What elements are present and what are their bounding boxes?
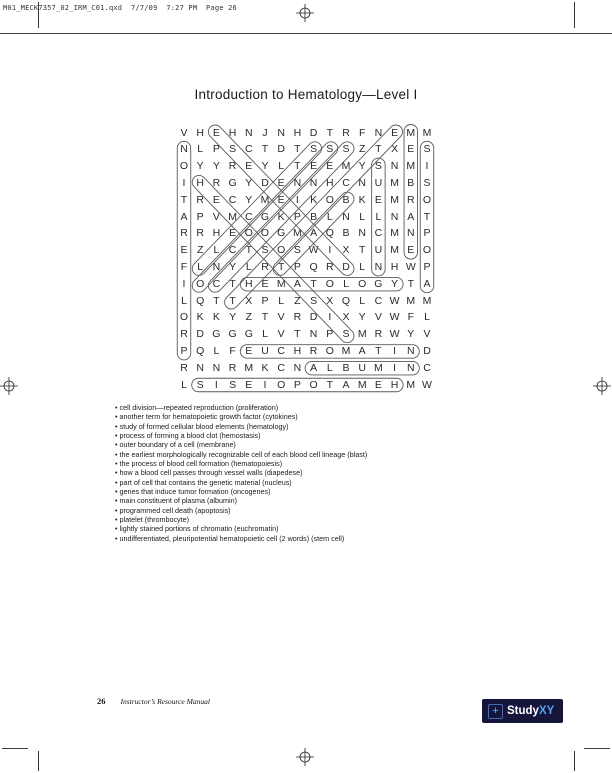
grid-letter: R — [180, 328, 188, 341]
grid-letter: T — [261, 311, 269, 324]
grid-letter: C — [245, 210, 253, 223]
grid-letter: L — [359, 210, 366, 223]
clue-item: • the process of blood cell formation (hematopoiesis) — [115, 459, 283, 469]
clue-item: • cell division—repeated reproduction (proliferation) — [115, 403, 279, 412]
grid-letter: L — [424, 311, 430, 324]
registration-mark-left — [0, 377, 18, 395]
grid-letter: G — [244, 328, 253, 341]
grid-letter: S — [229, 378, 237, 391]
grid-letter: X — [326, 294, 334, 307]
grid-letter: B — [342, 227, 350, 240]
grid-letter: G — [228, 176, 237, 189]
page-footer — [97, 691, 210, 709]
grid-letter: O — [422, 193, 432, 206]
grid-letter: Y — [358, 160, 366, 173]
grid-letter: M — [228, 210, 237, 223]
grid-letter: B — [342, 361, 350, 374]
grid-letter: H — [196, 126, 204, 139]
grid-letter: O — [277, 244, 286, 257]
file-slug: M01_MECK7357_02_IRM_C01.qxd 7/7/09 7:27 PM Page 26 — [3, 4, 237, 12]
grid-letter: H — [390, 260, 399, 273]
grid-letter: S — [229, 143, 237, 156]
grid-letter: N — [309, 176, 318, 189]
grid-letter: I — [393, 361, 397, 374]
clue-item: • how a blood cell passes through vessel walls (diapedese) — [115, 468, 303, 478]
grid-letter: U — [358, 361, 366, 374]
grid-letter: C — [228, 244, 237, 257]
grid-letter: X — [391, 143, 399, 156]
grid-letter: K — [261, 361, 269, 374]
logo-study-text: Study — [507, 705, 539, 717]
grid-letter: N — [212, 260, 221, 273]
grid-letter: E — [407, 244, 415, 257]
grid-letter: E — [277, 176, 285, 189]
grid-letter: M — [390, 227, 399, 240]
grid-letter: A — [180, 210, 188, 223]
grid-letter: O — [358, 277, 367, 290]
grid-letter: E — [261, 277, 269, 290]
grid-letter: A — [358, 344, 366, 357]
grid-letter: S — [342, 143, 350, 156]
grid-letter: R — [180, 361, 188, 374]
grid-letter: E — [212, 193, 220, 206]
grid-letter: H — [196, 176, 204, 189]
grid-letter: E — [391, 126, 399, 139]
grid-letter: G — [374, 277, 383, 290]
grid-letter: O — [179, 311, 189, 324]
grid-letter: L — [326, 210, 333, 223]
grid-letter: Y — [391, 277, 399, 290]
grid-letter: E — [212, 126, 220, 139]
grid-letter: E — [310, 160, 318, 173]
plus-icon: + — [488, 704, 503, 719]
grid-letter: C — [374, 294, 383, 307]
grid-letter: O — [325, 277, 334, 290]
grid-letter: P — [261, 294, 269, 307]
grid-letter: Y — [261, 160, 269, 173]
grid-letter: M — [406, 378, 416, 391]
grid-letter: I — [393, 344, 397, 357]
grid-letter: I — [295, 193, 299, 206]
grid-letter: I — [214, 378, 218, 391]
grid-letter: H — [390, 378, 399, 391]
grid-letter: E — [245, 378, 253, 391]
grid-letter: T — [326, 126, 333, 139]
grid-letter: Y — [358, 311, 366, 324]
grid-letter: O — [422, 244, 432, 257]
grid-letter: V — [277, 311, 285, 324]
grid-letter: T — [326, 378, 333, 391]
grid-letter: L — [326, 361, 333, 374]
grid-letter: M — [390, 193, 399, 206]
manual-title: Instructor’s Resource Manual — [120, 697, 210, 706]
grid-letter: K — [277, 210, 285, 223]
grid-letter: H — [245, 277, 253, 290]
grid-letter: D — [309, 126, 318, 139]
grid-letter: N — [212, 361, 221, 374]
grid-letter: A — [310, 361, 318, 374]
grid-letter: T — [294, 143, 301, 156]
grid-letter: O — [325, 344, 334, 357]
grid-letter: T — [358, 244, 366, 257]
grid-letter: P — [212, 143, 220, 156]
grid-letter: W — [389, 328, 400, 341]
grid-letter: W — [389, 294, 400, 307]
grid-letter: R — [228, 160, 237, 173]
grid-letter: N — [407, 227, 415, 240]
grid-letter: S — [342, 328, 350, 341]
grid-letter: M — [406, 126, 416, 139]
grid-letter: T — [261, 143, 269, 156]
grid-letter: L — [343, 277, 349, 290]
grid-letter: Z — [294, 294, 301, 307]
grid-letter: K — [212, 311, 220, 324]
grid-letter: B — [310, 210, 318, 223]
grid-letter: B — [342, 193, 350, 206]
grid-letter: W — [389, 311, 400, 324]
grid-letter: S — [374, 160, 382, 173]
grid-letter: Y — [229, 311, 237, 324]
grid-letter: C — [245, 143, 253, 156]
grid-letter: T — [310, 277, 317, 290]
grid-letter: O — [309, 378, 318, 391]
grid-letter: R — [180, 227, 188, 240]
grid-letter: C — [423, 361, 431, 374]
grid-letter: N — [390, 160, 399, 173]
grid-letter: L — [278, 294, 285, 307]
grid-letter: X — [342, 244, 350, 257]
grid-letter: L — [213, 344, 220, 357]
grid-letter: N — [293, 176, 302, 189]
grid-letter: B — [407, 176, 415, 189]
grid-letter: L — [181, 378, 187, 391]
studyxy-logo-text — [507, 705, 554, 717]
grid-letter: P — [293, 260, 301, 273]
grid-letter: Y — [407, 328, 415, 341]
grid-letter: R — [196, 193, 204, 206]
grid-letter: O — [277, 378, 286, 391]
grid-letter: E — [374, 378, 382, 391]
grid-letter: T — [229, 294, 236, 307]
grid-letter: G — [212, 328, 221, 341]
grid-letter: C — [212, 277, 221, 290]
grid-letter: M — [406, 160, 416, 173]
grid-letter: N — [358, 176, 366, 189]
grid-letter: Q — [341, 294, 351, 307]
grid-letter: T — [229, 277, 236, 290]
page-title: Introduction to Hematology—Level I — [194, 87, 418, 102]
grid-letter: T — [277, 260, 285, 273]
grid-letter: V — [180, 126, 188, 139]
grid-letter: C — [374, 227, 383, 240]
grid-letter: P — [326, 328, 334, 341]
grid-letter: N — [245, 126, 253, 139]
grid-letter: O — [196, 277, 205, 290]
clue-item: • the earliest morphologically recognizable cell of each blood cell lineage (blast) — [115, 449, 368, 459]
grid-letter: G — [260, 210, 270, 223]
grid-letter: N — [196, 361, 204, 374]
grid-letter: S — [310, 294, 318, 307]
grid-letter: L — [278, 160, 285, 173]
grid-letter: E — [326, 160, 334, 173]
grid-letter: R — [326, 260, 334, 273]
grid-letter: I — [328, 244, 332, 257]
clue-item: • process of forming a blood clot (hemostasis) — [115, 431, 261, 441]
grid-letter: Y — [245, 176, 253, 189]
grid-letter: L — [375, 210, 382, 223]
grid-letter: H — [326, 176, 334, 189]
grid-letter: S — [261, 244, 269, 257]
grid-letter: F — [180, 260, 188, 273]
grid-letter: G — [228, 328, 237, 341]
grid-letter: Y — [212, 160, 220, 173]
registration-mark-top — [296, 4, 314, 22]
grid-letter: Z — [245, 311, 252, 324]
grid-letter: I — [263, 378, 267, 391]
grid-letter: V — [374, 311, 382, 324]
grid-letter: R — [342, 126, 350, 139]
grid-letter: T — [294, 160, 301, 173]
grid-letter: H — [293, 126, 302, 139]
grid-letter: W — [422, 378, 432, 391]
grid-letter: Y — [229, 260, 237, 273]
grid-letter: M — [341, 160, 351, 173]
grid-letter: A — [423, 277, 431, 290]
grid-letter: M — [390, 176, 399, 189]
grid-letter: S — [423, 143, 431, 156]
grid-letter: U — [374, 244, 383, 257]
grid-letter: T — [407, 277, 414, 290]
grid-letter: M — [244, 361, 254, 374]
grid-letter: E — [245, 344, 253, 357]
registration-mark-right — [593, 377, 611, 395]
grid-letter: N — [374, 126, 383, 139]
grid-letter: R — [407, 193, 415, 206]
clue-list — [115, 403, 535, 543]
clue-item: • platelet (thrombocyte) — [115, 515, 190, 525]
grid-letter: L — [262, 328, 268, 341]
grid-letter: T — [294, 328, 301, 341]
grid-letter: D — [309, 311, 318, 324]
grid-letter: J — [262, 126, 268, 139]
grid-letter: E — [407, 143, 415, 156]
grid-letter: N — [180, 143, 188, 156]
grid-letter: E — [245, 160, 253, 173]
grid-letter: I — [328, 311, 332, 324]
grid-letter: X — [245, 294, 253, 307]
clue-item: • outer boundary of a cell (membrane) — [115, 440, 236, 450]
grid-letter: W — [405, 260, 416, 273]
grid-letter: E — [229, 227, 237, 240]
grid-letter: A — [293, 277, 301, 290]
grid-letter: L — [213, 244, 220, 257]
grid-letter: M — [390, 244, 399, 257]
grid-letter: N — [342, 210, 350, 223]
grid-letter: V — [212, 210, 220, 223]
grid-letter: O — [325, 193, 334, 206]
grid-letter: P — [180, 344, 188, 357]
grid-letter: P — [423, 227, 431, 240]
registration-mark-bottom — [296, 748, 314, 766]
grid-letter: S — [196, 378, 204, 391]
grid-letter: S — [293, 244, 301, 257]
grid-letter: U — [261, 344, 269, 357]
grid-letter: N — [390, 210, 399, 223]
grid-letter: N — [277, 126, 285, 139]
grid-letter: R — [374, 328, 383, 341]
grid-letter: Q — [325, 227, 334, 240]
grid-letter: Y — [245, 193, 253, 206]
grid-letter: N — [309, 328, 318, 341]
clue-item: • another term for hematopoietic growth factor (cytokines) — [115, 412, 298, 422]
grid-letter: L — [359, 294, 366, 307]
grid-letter: M — [422, 126, 432, 139]
logo-xy-text: XY — [538, 705, 555, 717]
grid-letter: L — [181, 294, 187, 307]
clue-item: • study of formed cellular blood elements (hematology) — [115, 421, 289, 431]
clue-item: • undifferentiated, pleuripotential hematopoietic cell (2 words) (stem cell) — [115, 533, 345, 543]
clue-item: • part of cell that contains the genetic material (nucleus) — [115, 477, 292, 487]
grid-letter: C — [277, 344, 285, 357]
grid-letter: Z — [196, 244, 204, 257]
grid-letter: R — [309, 344, 318, 357]
grid-letter: R — [293, 311, 302, 324]
grid-letter: S — [326, 143, 334, 156]
grid-letter: I — [425, 160, 429, 173]
grid-letter: T — [375, 344, 382, 357]
grid-letter: M — [357, 328, 367, 341]
grid-letter: T — [423, 210, 431, 223]
grid-letter: O — [260, 227, 270, 240]
grid-letter: M — [422, 294, 432, 307]
grid-letter: N — [293, 361, 302, 374]
grid-letter: P — [293, 378, 301, 391]
grid-letter: D — [261, 176, 269, 189]
grid-letter: K — [358, 193, 366, 206]
grid-letter: T — [375, 143, 382, 156]
grid-letter: L — [359, 260, 366, 273]
grid-letter: H — [228, 126, 237, 139]
grid-letter: O — [244, 227, 253, 240]
grid-letter: C — [342, 176, 350, 189]
grid-letter: R — [228, 361, 237, 374]
grid-letter: Q — [196, 294, 205, 307]
grid-letter: A — [342, 378, 350, 391]
grid-letter: O — [179, 160, 189, 173]
studyxy-logo — [482, 699, 563, 723]
grid-letter: D — [342, 260, 350, 273]
grid-letter: I — [182, 277, 186, 290]
grid-letter: N — [358, 227, 366, 240]
grid-letter: M — [260, 193, 270, 206]
clue-item: • lightly stained portions of chromatin (euchromatin) — [115, 524, 279, 534]
grid-letter: T — [245, 244, 252, 257]
grid-letter: M — [374, 361, 383, 374]
grid-letter: Y — [196, 160, 204, 173]
grid-letter: K — [196, 311, 204, 324]
grid-letter: K — [310, 193, 318, 206]
grid-letter: N — [407, 361, 415, 374]
clue-item: • genes that induce tumor formation (oncogenes) — [115, 487, 271, 497]
grid-letter: T — [180, 193, 188, 206]
grid-letter: E — [374, 193, 382, 206]
grid-letter: N — [407, 344, 415, 357]
grid-letter: M — [406, 294, 416, 307]
grid-letter: Z — [358, 143, 366, 156]
grid-letter: D — [423, 344, 431, 357]
grid-letter: S — [310, 143, 318, 156]
grid-letter: P — [423, 260, 431, 273]
grid-letter: D — [196, 328, 204, 341]
page-number: 26 — [97, 696, 106, 706]
grid-letter: P — [293, 210, 301, 223]
grid-letter: M — [341, 344, 351, 357]
grid-letter: L — [197, 143, 204, 156]
grid-letter: L — [197, 260, 204, 273]
grid-letter: A — [310, 227, 318, 240]
grid-letter: G — [277, 227, 286, 240]
grid-letter: Q — [309, 260, 318, 273]
clue-item: • programmed cell death (apoptosis) — [115, 505, 231, 515]
grid-letter: H — [293, 344, 302, 357]
grid-letter: X — [342, 311, 350, 324]
grid-letter: S — [423, 176, 431, 189]
grid-letter: R — [212, 176, 221, 189]
grid-letter: E — [180, 244, 188, 257]
grid-letter: M — [293, 227, 302, 240]
grid-letter: T — [213, 294, 220, 307]
grid-letter: C — [228, 193, 237, 206]
grid-letter: M — [276, 277, 286, 290]
grid-letter: R — [261, 260, 269, 273]
grid-letter: V — [277, 328, 285, 341]
grid-letter: A — [407, 210, 415, 223]
grid-letter: R — [196, 227, 204, 240]
grid-letter: N — [374, 260, 383, 273]
grid-letter: F — [358, 126, 366, 139]
grid-letter: D — [277, 143, 285, 156]
grid-letter: F — [407, 311, 414, 324]
grid-letter: M — [357, 378, 367, 391]
grid-letter: P — [196, 210, 204, 223]
grid-letter: C — [277, 361, 285, 374]
grid-letter: H — [212, 227, 221, 240]
grid-letter: U — [374, 176, 383, 189]
grid-letter: V — [423, 328, 431, 341]
grid-letter: Q — [196, 344, 205, 357]
grid-letter: L — [245, 260, 252, 273]
clue-item: • main constituent of plasma (albumin) — [115, 496, 237, 506]
grid-letter: I — [182, 176, 186, 189]
grid-letter: F — [229, 344, 236, 357]
grid-letter: W — [308, 244, 319, 257]
grid-letter: E — [277, 193, 285, 206]
